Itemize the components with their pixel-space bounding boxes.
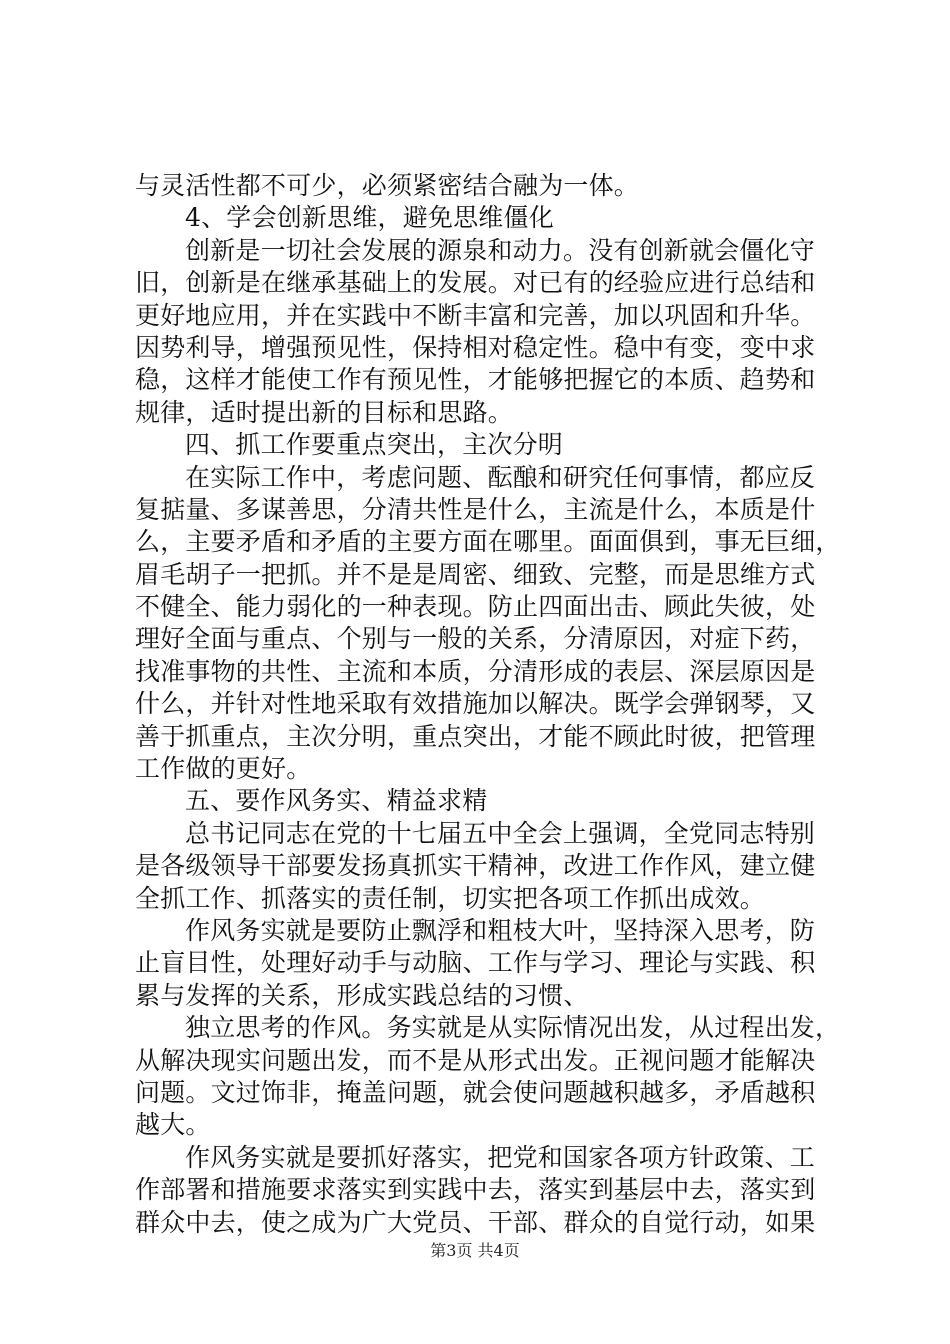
text-line: 作部署和措施要求落实到实践中去，落实到基层中去，落实到: [135, 1175, 816, 1205]
text-line: 作风务实就是要防止飘浮和粗枝大叶，坚持深入思考，防: [185, 915, 816, 945]
section-heading: 五、要作风务实、精益求精: [185, 786, 488, 816]
section-heading: 4、学会创新思维，避免思维僵化: [185, 203, 554, 233]
text-line: 从解决现实问题出发，而不是从形式出发。正视问题才能解决: [135, 1045, 816, 1075]
text-line: 善于抓重点，主次分明，重点突出，才能不顾此时彼，把管理: [135, 721, 816, 751]
page-number-footer: 第3页 共4页: [430, 1241, 520, 1260]
text-line: 理好全面与重点、个别与一般的关系，分清原因，对症下药，: [135, 624, 816, 654]
text-line: 全抓工作、抓落实的责任制，切实把各项工作抓出成效。: [135, 883, 766, 913]
text-line: 作风务实就是要抓好落实，把党和国家各项方针政策、工: [185, 1142, 816, 1172]
text-line: 更好地应用，并在实践中不断丰富和完善，加以巩固和升华。: [135, 300, 816, 330]
text-line: 创新是一切社会发展的源泉和动力。没有创新就会僵化守: [185, 235, 816, 265]
text-line: 问题。文过饰非，掩盖问题，就会使问题越积越多，矛盾越积: [135, 1077, 816, 1107]
text-line: 是各级领导干部要发扬真抓实干精神，改进工作作风，建立健: [135, 851, 816, 881]
text-line: 稳，这样才能使工作有预见性，才能够把握它的本质、趋势和: [135, 365, 816, 395]
text-line: 在实际工作中，考虑问题、酝酿和研究任何事情，都应反: [185, 462, 816, 492]
section-heading: 四、抓工作要重点突出，主次分明: [185, 430, 564, 460]
text-line: 么，主要矛盾和矛盾的主要方面在哪里。面面俱到，事无巨细，: [135, 527, 841, 557]
text-line: 与灵活性都不可少，必须紧密结合融为一体。: [135, 171, 640, 200]
text-line: 什么，并针对性地采取有效措施加以解决。既学会弹钢琴，又: [135, 689, 816, 719]
document-body: [135, 170, 841, 1239]
text-line: 旧，创新是在继承基础上的发展。对已有的经验应进行总结和: [135, 268, 816, 298]
text-line: 总书记同志在党的十七届五中全会上强调，全党同志特别: [185, 818, 816, 848]
text-line: 复掂量、多谋善思，分清共性是什么，主流是什么，本质是什: [135, 494, 816, 524]
text-line: 找准事物的共性、主流和本质，分清形成的表层、深层原因是: [135, 656, 816, 686]
text-line: 群众中去，使之成为广大党员、干部、群众的自觉行动，如果: [135, 1207, 816, 1237]
text-line: 规律，适时提出新的目标和思路。: [135, 397, 514, 427]
text-line: 不健全、能力弱化的一种表现。防止四面出击、顾此失彼，处: [135, 592, 816, 622]
text-line: 因势利导，增强预见性，保持相对稳定性。稳中有变，变中求: [135, 332, 816, 362]
text-line: 越大。: [135, 1110, 211, 1140]
text-line: 独立思考的作风。务实就是从实际情况出发，从过程出发，: [185, 1013, 841, 1043]
text-line: 止盲目性，处理好动手与动脑、工作与学习、理论与实践、积: [135, 948, 816, 978]
text-line: 工作做的更好。: [135, 754, 312, 784]
text-line: 累与发挥的关系，形成实践总结的习惯、: [135, 980, 589, 1010]
text-line: 眉毛胡子一把抓。并不是是周密、细致、完整，而是思维方式: [135, 559, 816, 589]
